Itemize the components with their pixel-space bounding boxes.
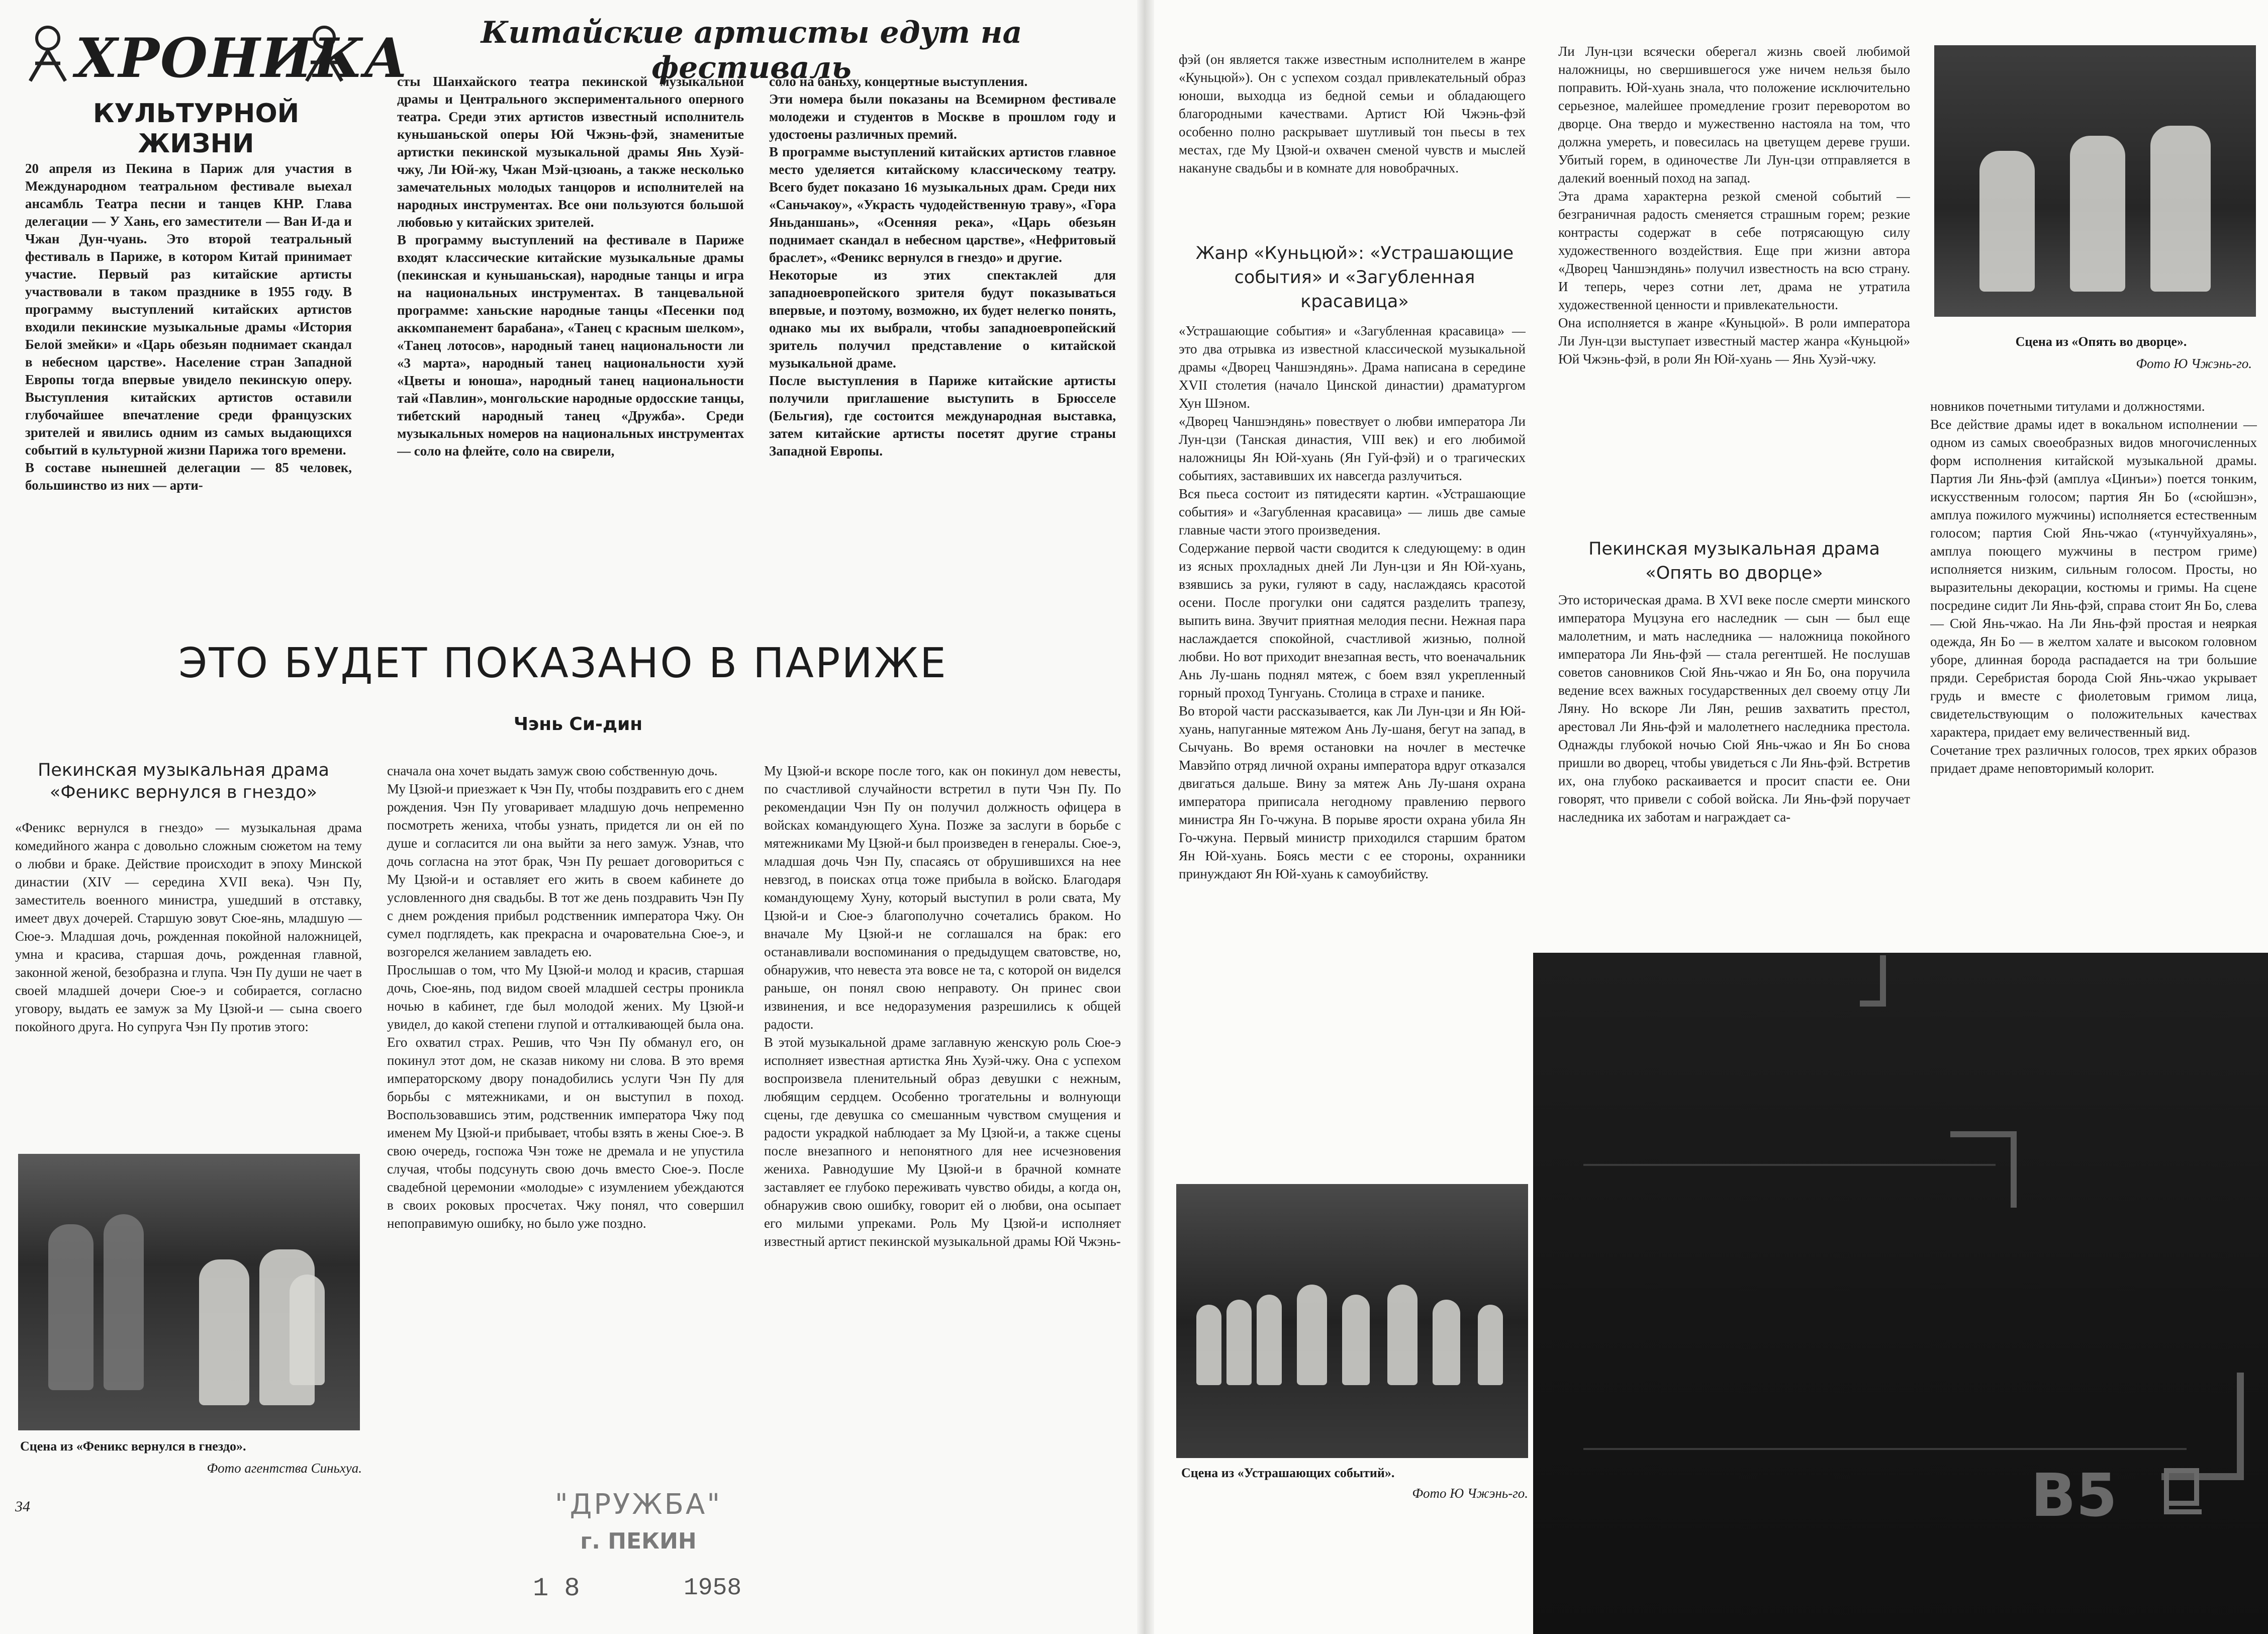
main-article-title: ЭТО БУДЕТ ПОКАЗАНО В ПАРИЖЕ bbox=[178, 640, 948, 687]
page-number: 34 bbox=[15, 1498, 30, 1515]
right-column-2-bottom: Это историческая драма. В XVI веке после смерти минского императора Муцзуна его наследник — сын — был еще малолетним, и мать наследника — наложница покойного императора Ли Янь-фэй — стала регентшей. Не послушав советов сановников Сюй Янь-чжао и Ян Бо, она поручила ведение всех важных государственных дел своему отцу Ли Ляну. Но вскоре Ли Лян, решив захватить престол, арестовал Ли Янь-фэй и малолетнего наследника престола. Однажды глубокой ночью Сюй Янь-чжао и Ян Бо снова пришли во дворец, чтобы увидеться с Ли Янь-фэй. Встретив их, она глубоко раскаивается и просит спасти ее. Они говорят, что привели с собой войска. Ли Янь-фэй поручает наследника их заботам и награждает са- bbox=[1558, 592, 1910, 825]
stamp-title: "ДРУЖБА" bbox=[554, 1488, 722, 1521]
logo-subtitle: КУЛЬТУРНОЙ ЖИЗНИ bbox=[92, 99, 300, 159]
main-article-column-3: Му Цзюй-и вскоре после того, как он покинул дом невесты, по счастливой случайности встретил в пути Чэн Пу. По рекомендации Чэн Пу он получил должность офицера в войсках командующего Хуна. Позже за заслуги в борьбе с мятежниками Му Цзюй-и был произведен в генералы. Сюе-э, младшая дочь Чэн Пу, спасаясь от обрушившихся на нее невзгод, в поисках отца тоже прибыла в войско. Благодаря командующему Хуну, который выступил в роли свата, Му Цзюй-и и Сюе-э благополучно сочетались браком. Но вначале Му Цзюй-и не соглашался на брак: его останавливали воспоминания о предыдущем сватовстве, но, обнаружив, что невеста эта вовсе не та, с которой он виделся раньше, он понял свою неправоту. Он принес свои извинения, и все недоразумения разрешились к общей радости. В этой музыкальной драме заглавную женскую роль Сюе-э исполняет известная артистка Янь Хуэй-чжу. Она с успехом воспроизвела пленительный образ девушки с нежным, любящим сердцем. Особенно трогательны и волнующи сцены, где девушка со смешанным чувством смущения и радости украдкой наблюдает за Му Цзюй-и, а также сцены после внезапного и непонятного для нее исчезновения жениха. Равнодушие Му Цзюй-и в брачной комнате заставляет ее глубоко переживать чувство обиды, а когда он, обнаружив свою ошибку, говорит ей о любви, она осыпает его милыми упреками. Роль Му Цзюй-и исполняет известный артист пекинской музыкальной драмы Юй Чжэнь- bbox=[764, 763, 1121, 1249]
stamp-day: 1 8 bbox=[533, 1574, 580, 1603]
photo-terrifying-events-caption: Сцена из «Устрашающих событий». bbox=[1181, 1466, 1395, 1480]
chronicle-column-2: сты Шанхайского театра пекинской музыкальной драмы и Центрального экспериментального оперного театра. Среди этих артистов известный исполнитель куньшаньской оперы Юй Чжэнь-фэй, знаменитые артистки пекинской музыкальной драмы Янь Хуэй-чжу, Ли Юй-жу, Чжан Мэй-цзюань, а также несколько замечательных молодых танцоров и исполнителей на народных инструментах. Все они пользуются большой любовью у китайских зрителей. В программу выступлений на фестивале в Париже входят классические китайские музыкальные драмы (пекинская и куньшаньская), народные танцы и игра на национальных инструментах. В танцевальной программе: ханьские народные танцы «Песенки под аккомпанемент барабана», «Танец с красным шелком», «Танец лотосов», народный танец национальности ли «3 марта», народный танец национальности хуэй «Цветы и юноша», народный танец национальности тай «Павлин», монгольские народные ордосские танцы, тибетский народный танец «Дружба». Среди музыкальных номеров на национальных инструментах — соло на флейте, соло на свирели, bbox=[397, 74, 744, 459]
right-column-1-top: фэй (он является также известным исполнителем в жанре «Куньцюй»). Он с успехом создал привлекательный образ юноши, выходца из бедной семьи и обладающего благородными качествами. Артист Юй Чжэнь-фэй особенно полно раскрывает шутливый тон пьесы в тех местах, где Му Цзюй-и охвачен сменой чувств и мыслей накануне свадьбы и в комнате для новобрачных. bbox=[1179, 52, 1526, 175]
photo-phoenix-credit: Фото агентства Синьхуа. bbox=[207, 1461, 362, 1476]
scan-corner-mark bbox=[1950, 1131, 2017, 1208]
book-icon bbox=[2161, 1466, 2207, 1516]
section-heading-phoenix: Пекинская музыкальная драма «Феникс вернулся в гнездо» bbox=[38, 760, 329, 802]
chronicle-logo bbox=[20, 18, 409, 159]
watermark-text: B5 bbox=[2031, 1461, 2118, 1530]
right-column-1-bottom: «Устрашающие события» и «Загубленная красавица» — это два отрывка из известной классической музыкальной драмы «Дворец Чаншэндянь». Драма написана в середине XVII столетия (начало Цинской династии) драматургом Хун Шэном. «Дворец Чаншэндянь» повествует о любви императора Ли Лун-цзи (Танская династия, VIII век) и его любимой наложницы Ян Юй-хуань (Ян Гуй-фэй) и о трагических событиях, заставивших их навсегда разлучиться. Вся пьеса состоит из пятидесяти картин. «Устрашающие события» и «Загубленная красавица» — лишь две самые главные части этого произведения. Содержание первой части сводится к следующему: в один из ясных прохладных дней Ли Лун-цзи и Ян Юй-хуань, взявшись за руки, гуляют в саду, наслаждаясь красотой осени. После прогулки они садятся разделить трапезу, выпить вина. Звучит приятная мелодия песни. Нежная пара наслаждается спокойной, счастливой жизнью, полной любви. Но вот приходит внезапная весть, что военачальник Ань Лу-шань поднял мятеж, с боем взял укрепленный горный проход Тунгуань. Столица в страхе и панике. Во второй части рассказывается, как Ли Лун-цзи и Ян Юй-хуань, напуганные мятежом Ань Лу-шаня, бегут на запад, в Сычуань. Во время остановки на ночлег в местечке Мавэйпо отряд личной охраны императора вдруг отказался двигаться дальше. Вину за мятеж Ань Лу-шаня охрана императора приписала негодному правлению первого министра Ян Го-чжуна. В порыве ярости охрана убила Ян Го-чжуна. Первый министр приходился старшим братом Ян Юй-хуань. Боясь мести с ее стороны, охранники принуждают Ян Юй-хуань к самоубийству. bbox=[1179, 323, 1526, 881]
right-column-3: новников почетными титулами и должностями. Все действие драмы идет в вокальном исполнении — одном из самых своеобразных видов многочисленных форм исполнения китайской музыкальной драмы. Партия Ли Янь-фэй (амплуа «Цинъи») поется тонким, искусственным голосом; партия Ян Бо («сюйшэн», амплуа пожилого мужчины) исполняется естественным голосом; партия Сюй Янь-чжао («тунчуйхуалянь», амплуа поющего мужчины в пестром гриме) исполняется низким, сильным голосом. Просты, но выразительны декорации, костюмы и гримы. На сцене посредине сидит Ли Янь-фэй, справа стоит Ян Бо, слева — Сюй Янь-чжао. На Ли Янь-фэй простая и неяркая одежда, Ян Бо — в желтом халате и высоком головном уборе, длинная борода распадается на три большие пряди. Серебристая борода Сюй Янь-чжао укрывает грудь и вместе с фиолетовым гримом лица, свидетельствующим о положительных качествах характера, придает ему величественный вид. Сочетание трех различных голосов, трех ярких образов придает драме неповторимый колорит. bbox=[1930, 399, 2257, 776]
photo-palace-scene bbox=[1934, 45, 2256, 317]
main-article-column-1: «Феникс вернулся в гнездо» — музыкальная драма комедийного жанра с довольно сложным сюжетом на тему о любви и браке. Действие происходит в эпоху Минской династии (XIV — середина XVII века). Чэн Пу, заместитель военного министра, ушедший в отставку, имеет двух дочерей. Старшую зовут Сюе-янь, младшую — Сюе-э. Младшая дочь, рожденная покойной наложницей, умна и красива, старшая дочь, рожденная главной, законной женой, безобразна и глупа. Чэн Пу души не чает в своей младшей дочери Сюе-э и собирается, согласно уговору, выдать ее замуж за Му Цзюй-и — сына своего покойного друга. Но супруга Чэн Пу против этого: bbox=[15, 820, 362, 1034]
photo-phoenix-scene bbox=[18, 1154, 360, 1430]
section-heading-palace: Пекинская музыкальная драма «Опять во дворце» bbox=[1588, 539, 1880, 583]
main-article-author: Чэнь Си-дин bbox=[513, 714, 643, 735]
right-column-2-top: Ли Лун-цзи всячески оберегал жизнь своей любимой наложницы, но свершившегося уже ничем нельзя было поправить. Юй-хуань знала, что положение исключительно серьезное, малейшее промедление грозит переворотом во дворце. Она твердо и мужественно настояла на том, что должна умереть, и повесилась на цветущем дереве груши. Убитый горем, в одиночестве Ли Лун-цзи отправляется в далекий военный поход на запад. Эта драма характерна резкой сменой событий — безграничная радость сменяется страшным горем; резкие контрасты содержат в себе потрясающую силу художественного воздействия. Еще при жизни автора «Дворец Чаншэндянь» получил известность на всю страну. И теперь, через сотни лет, драма не утратила художественной ценности и привлекательности. Она исполняется в жанре «Куньцюй». В роли императора Ли Лун-цзи выступает известный мастер жанра «Куньцюй» Юй Чжэнь-фэй, в роли Ян Юй-хуань — Янь Хуэй-чжу. bbox=[1558, 44, 1910, 367]
stamp-city: г. ПЕКИН bbox=[580, 1528, 697, 1554]
chronicle-column-3: соло на баньху, концертные выступления. Эти номера были показаны на Всемирном фестивале молодежи и студентов в Москве в прошлом году и удостоены различных премий. В программе выступлений китайских артистов главное место уделяется китайскому классическому театру. Всего будет показано 16 музыкальных драм. Среди них «Саньчакоу», «Украсть чудодейственную траву», «Гора Яньданшань», «Осенняя река», «Царь обезьян поднимает скандал в небесном царстве», «Нефритовый браслет», «Феникс вернулся в гнездо» и другие. Некоторые из этих спектаклей для западноевропейского зрителя будут показываться впервые, и поэтому, возможно, их будет нелегко понять, однако мы их выбрали, чтобы западноевропейский зритель получил представление о китайской музыкальной драме. После выступления в Париже китайские артисты получили приглашение выступить в Брюсселе (Бельгия), где состоится международная выставка, затем китайские артисты посетят другие страны Западной Европы. bbox=[769, 74, 1116, 459]
library-stamp bbox=[513, 1488, 794, 1619]
scan-corner-mark bbox=[2161, 1373, 2244, 1480]
photo-terrifying-events-credit: Фото Ю Чжэнь-го. bbox=[1412, 1486, 1528, 1501]
photo-palace-caption: Сцена из «Опять во дворце». bbox=[2015, 334, 2187, 349]
logo-title: ХРОНИКА bbox=[75, 27, 409, 90]
scanner-background bbox=[1533, 953, 2268, 1634]
section-heading-kunqu: Жанр «Куньцюй»: «Устрашающие события» и «Загубленная красавица» bbox=[1195, 243, 1514, 312]
page-fold bbox=[1137, 0, 1154, 1634]
photo-palace-credit: Фото Ю Чжэнь-го. bbox=[2136, 356, 2252, 371]
chronicle-column-1: 20 апреля из Пекина в Париж для участия в Международном театральном фестивале выехал ансамбль Театра песни и танцев КНР. Глава делегации — У Хань, его заместители — Ван И-да и Чжан Дун-чуань. Это второй театральный фестиваль в Париже, в котором Китай принимает участие. Первый раз китайские артисты участвовали в таком празднике в 1955 году. В программу выступлений китайских артистов входили пекинские музыкальные драмы «История Белой змейки» и «Царь обезьян поднимает скандал в небесном царстве». Население стран Западной Европы тогда впервые увидело пекинскую оперу. Выступления китайских артистов оставили глубочайшее впечатление среди французских зрителей и явились одним из самых выдающихся событий в культурной жизни Парижа того времени. В составе нынешней делегации — 85 человек, большинство из них — арти- bbox=[25, 161, 352, 493]
scan-line bbox=[1583, 1448, 2187, 1450]
photo-terrifying-events-scene bbox=[1176, 1184, 1528, 1458]
scan-line bbox=[1583, 1164, 1996, 1166]
ornament-figure-icon bbox=[20, 23, 75, 83]
scan-corner-mark bbox=[1860, 955, 1886, 1007]
stamp-year: 1958 bbox=[684, 1575, 742, 1602]
photo-phoenix-caption: Сцена из «Феникс вернулся в гнездо». bbox=[20, 1439, 246, 1454]
article-title: Китайские артисты едут на фестиваль bbox=[481, 15, 1022, 85]
main-article-column-2: сначала она хочет выдать замуж свою собственную дочь. Му Цзюй-и приезжает к Чэн Пу, чтобы поздравить его с днем рождения. Чэн Пу уговаривает младшую дочь непременно посмотреть жениха, чтобы узнать, придется ли он ей по душе и согласится ли она выйти за него замуж. Узнав, что дочь согласна на этот брак, Чэн Пу решает договориться с Му Цзюй-и и оставляет его жить в своем кабинете до условленного дня свадьбы. В тот же день поздравить Чэн Пу с днем рождения прибыл родственник императора Чжу. Он сумел подглядеть, как прекрасна и очаровательна Сюе-э, и возгорелся желанием завладеть ею. Прослышав о том, что Му Цзюй-и молод и красив, старшая дочь, Сюе-янь, под видом своей младшей сестры проникла ночью в кабинет, где был молодой жених. Му Цзюй-и увидел, до какой степени глупой и отталкивающей была она. Его охватил страх. Решив, что Чэн Пу обманул его, он покинул этот дом, не сказав никому ни слова. В это время императорскому двору понадобились услуги Чэн Пу для борьбы с мятежниками, и он выступил в поход. Воспользовавшись этим, родственник императора Чжу под именем Му Цзюй-и прибывает, чтобы взять в жены Сюе-э. В свою очередь, госпожа Чэн тоже не дремала и не упустила случая, чтобы подсунуть свою дочь вместо Сюе-э. После свадебной церемонии «молодые» с изумлением убеждаются в своих роковых просчетах. Чжу понял, что совершил непоправимую ошибку, но было уже поздно. bbox=[387, 763, 744, 1231]
